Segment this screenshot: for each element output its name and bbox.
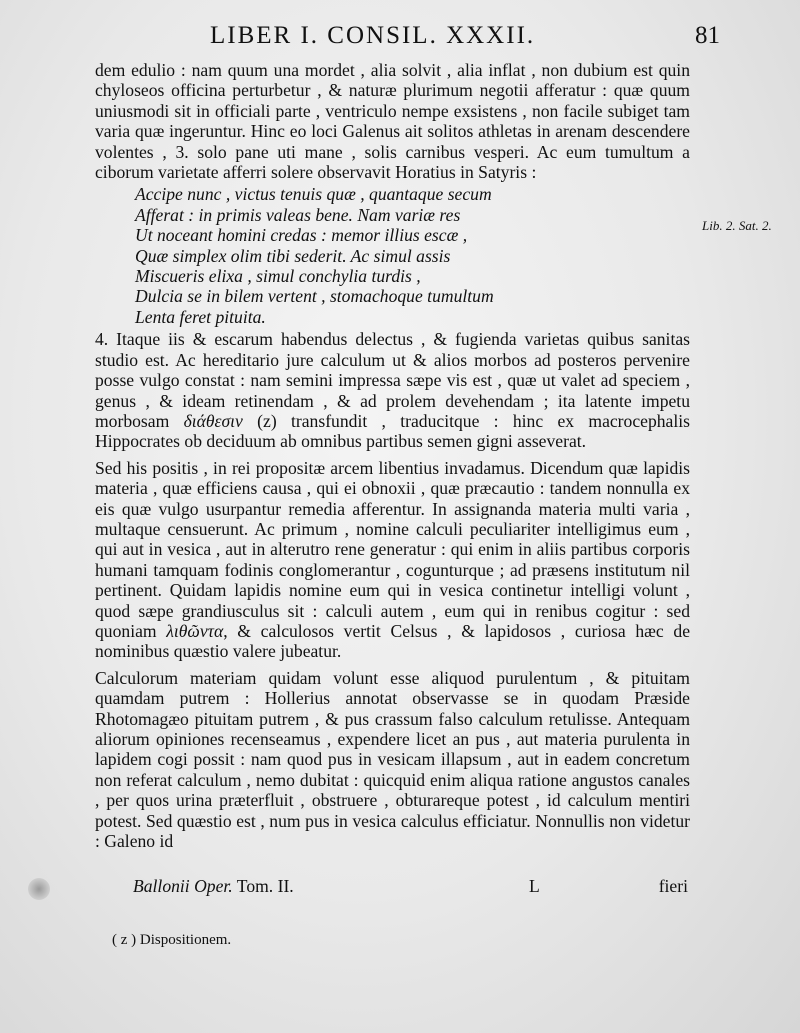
paragraph-3-start: Sed his positis , in rei propositæ arcem libentius invadamus. Dicendum quæ lapidis materia , quæ efficiens causa , qui ei obnoxii , quæ præcautio : tandem nonnulla ex eis quæ vulgo usurpantur remedia afferentur. In assignanda materia multi varia , multaque censuerunt. Ac primum , nomine calculi peculiariter intelligimus eum , qui aut in vesica , aut in alterutro rene generatur : qui enim in aliis partibus corporis humani tamquam fodinis conglomerantur , cogunturque ; ad præsens institutum nil pertinent. Quidam lapidis nomine eum qui in vesica continetur intelligi volunt , quod sæpe grandiusculus sit : calculi autem , eum qui in renibus cogitur : sed quoniam <box>95 457 690 641</box>
page-number: 81 <box>695 22 720 49</box>
greek-word: λιθῶντα <box>166 620 224 641</box>
footnote: ( z ) Dispositionem. <box>112 932 232 948</box>
paragraph-2-end: (z) transfundit , traducitque : hinc ex macrocephalis Hippocrates ob deciduum ab omnibus partibus semen gigni asseverat. <box>95 410 690 452</box>
verse-line: Quæ simplex olim tibi sederit. Ac simul assis <box>135 245 451 266</box>
paragraph-1: dem edulio : nam quum una mordet , alia solvit , alia inflat , non dubium est quin chyloseos officina perturbetur , & naturæ plurimum negotii afferatur : quæ quum uniusmodi sit in officiali parte , ventriculo nempe exsistens , non facile subiget tam varia quæ ingeruntur. Hinc eo loci Galenus ait solitos athletas in arenam descendere volentes , 3. solo pane uti mane , solis carnibus vesperi. Ac eum tumultum a ciborum varietate afferri solere observavit Horatius in Satyris : <box>95 60 690 183</box>
paragraph-2 <box>95 329 690 451</box>
paragraph-2-start: 4. Itaque iis & escarum habendus delectus , & fugienda varietas quibus sanitas studio est. Ac hereditario jure calculum ut & alios morbos ad posteros pervenire posse vulgo constat : nam semini impressa sæpe vis est , quæ ut valet ad speciem , genus , & ideam retinendam , & ad prolem devehendam ; ita latente impetu morbosam <box>95 329 690 431</box>
verse-line: Ut noceant homini credas : memor illius escæ , <box>135 225 468 246</box>
footer-line <box>133 876 688 897</box>
verse-line: Afferat : in primis valeas bene. Nam variæ res <box>135 204 461 225</box>
verse-line: Dulcia se in bilem vertent , stomachoque tumultum <box>135 286 494 307</box>
greek-word: διάθεσιν <box>183 410 243 431</box>
paragraph-4: Calculorum materiam quidam volunt esse aliquod purulentum , & pituitam quamdam putrem : Hollerius annotat observasse se in quodam Præside Rhotomagæo pituitam putrem , & pus crassum falso calculum retulisse. Antequam aliorum opiniones recenseamus , expendere licet an pus , aut materia purulenta in lapidem cogi possit : nam quod pus in vesicam illapsum , aut in eadem concretum non referat calculum , nemo dubitat : quicquid enim aliqua ratione angustos canales , per quos urina præterfluit , obstruere , obturareque potest , id calculum mentiri potest. Sed quæstio est , num pus in vesica calculus efficiatur. Nonnullis non videtur : Galeno id <box>95 667 690 852</box>
footer-volume: Tom. II. <box>236 876 294 896</box>
verse-line: Lenta feret pituita. <box>135 306 266 327</box>
footer-work-title: Ballonii Oper. <box>133 876 233 896</box>
running-header <box>0 22 800 52</box>
marginal-note: Lib. 2. Sat. 2. <box>702 218 772 233</box>
paragraph-3-end: , & calculosos vertit Celsus , & lapidosos , curiosa hæc de nominibus quæstio valere jubeatur. <box>95 620 691 662</box>
signature-mark: L <box>529 876 540 896</box>
horace-verse <box>135 184 690 327</box>
verse-line: Miscueris elixa , simul conchylia turdis , <box>135 266 421 287</box>
verse-line: Accipe nunc , victus tenuis quæ , quantaque secum <box>135 184 492 205</box>
paper-stain <box>28 878 50 900</box>
running-title: LIBER I. CONSIL. XXXII. <box>210 22 536 49</box>
paragraph-3 <box>95 458 690 662</box>
text-body <box>95 60 690 851</box>
catchword: fieri <box>658 876 688 896</box>
